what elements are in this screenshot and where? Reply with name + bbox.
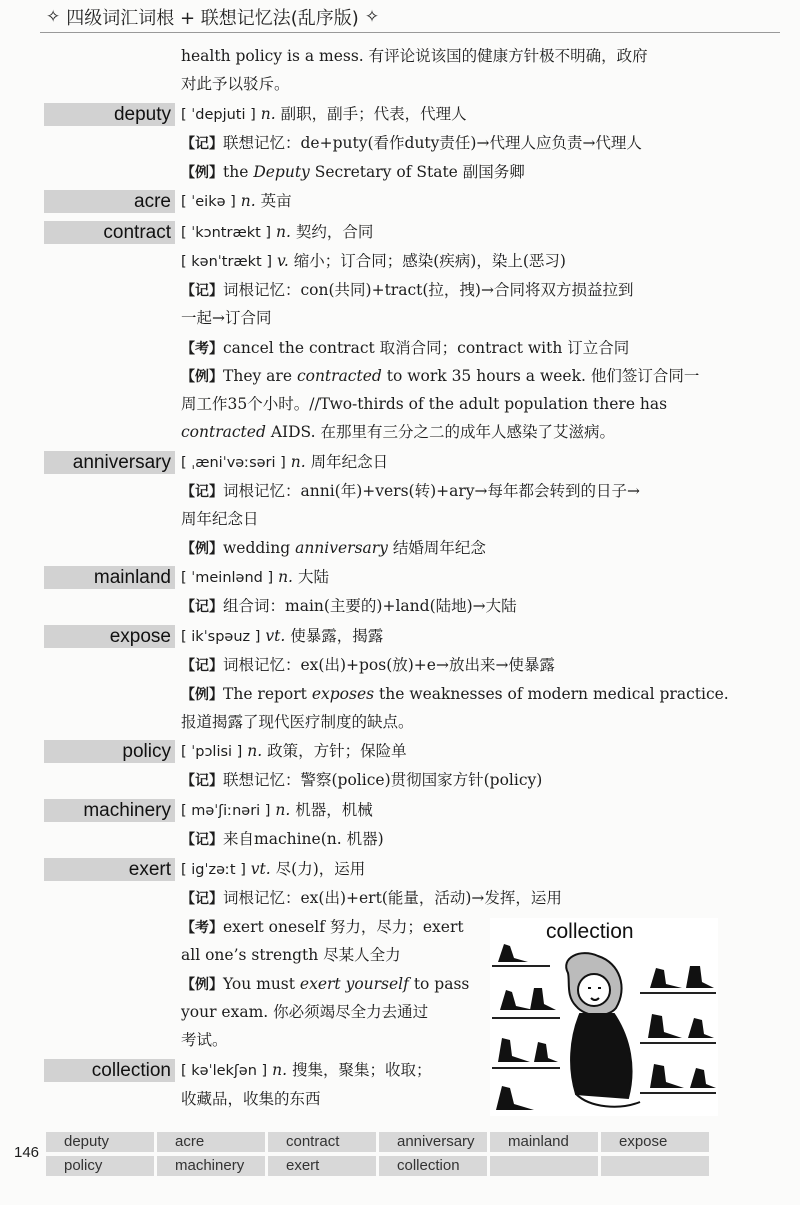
entry-exert-exam: 【考】exert oneself 努力，尽力；exert	[181, 918, 464, 936]
illustration-caption: collection	[546, 920, 634, 943]
entry-contract-definition: [ ˈkɔntrækt ] n. 契约，合同	[181, 223, 374, 241]
entry-expose-memory: 【记】词根记忆：ex(出)+pos(放)+e→放出来→使暴露	[181, 656, 555, 674]
entry-machinery-memory: 【记】来自machine(n. 机器)	[181, 830, 384, 848]
entry-anniversary-definition: [ ˌæniˈvəːsəri ] n. 周年纪念日	[181, 453, 389, 471]
entry-collection-definition: [ kəˈlekʃən ] n. 搜集，聚集；收取；	[181, 1061, 432, 1079]
entry-contract-example: contracted AIDS. 在那里有三分之二的成年人感染了艾滋病。	[181, 423, 615, 441]
entry-policy-memory: 【记】联想记忆：警察(police)贯彻国家方针(policy)	[181, 771, 543, 789]
entry-exert-definition: [ igˈzəːt ] vt. 尽(力)，运用	[181, 860, 366, 878]
entry-expose-example: 报道揭露了现代医疗制度的缺点。	[181, 713, 414, 731]
entry-machinery-definition: [ məˈʃiːnəri ] n. 机器，机械	[181, 801, 373, 819]
entry-deputy-definition: [ ˈdepjuti ] n. 副职，副手；代表，代理人	[181, 105, 467, 123]
headword-mainland: mainland	[44, 566, 175, 589]
entry-contract-memory: 【记】词根记忆：con(共同)+tract(拉，拽)→合同将双方损益拉到	[181, 281, 634, 299]
entry-exert-example: 【例】You must exert yourself to pass	[181, 975, 470, 993]
diamond-icon: ✧	[46, 7, 61, 27]
headword-policy: policy	[44, 740, 175, 763]
diamond-icon: ✧	[364, 7, 380, 27]
footer-word: anniversary	[379, 1132, 487, 1152]
entry-contract-exam: 【考】cancel the contract 取消合同；contract with 订立合同	[181, 339, 630, 357]
entry-acre-definition: [ ˈeikə ] n. 英亩	[181, 192, 292, 210]
footer-word: mainland	[490, 1132, 598, 1152]
headword-acre: acre	[44, 190, 175, 213]
entry-deputy-example: 【例】the Deputy Secretary of State 副国务卿	[181, 163, 525, 181]
collection-illustration	[490, 918, 718, 1116]
entry-exert-example: your exam. 你必须竭尽全力去通过	[181, 1003, 429, 1021]
entry-contract-example: 【例】They are contracted to work 35 hours a week. 他们签订合同一	[181, 367, 700, 385]
footer-word	[601, 1156, 709, 1176]
continued-text: 对此予以驳斥。	[181, 75, 290, 93]
entry-exert-example: 考试。	[181, 1031, 228, 1049]
shoe-collection-drawing	[490, 918, 718, 1116]
headword-anniversary: anniversary	[44, 451, 175, 474]
entry-deputy-memory: 【记】联想记忆：de+puty(看作duty责任)→代理人应负责→代理人	[181, 134, 642, 152]
entry-anniversary-memory: 【记】词根记忆：anni(年)+vers(转)+ary→每年都会转到的日子→	[181, 482, 641, 500]
footer-word	[490, 1156, 598, 1176]
entry-expose-definition: [ ikˈspəuz ] vt. 使暴露，揭露	[181, 627, 384, 645]
entry-mainland-memory: 【记】组合词：main(主要的)+land(陆地)→大陆	[181, 597, 517, 615]
footer-word: expose	[601, 1132, 709, 1152]
headword-deputy: deputy	[44, 103, 175, 126]
headword-collection: collection	[44, 1059, 175, 1082]
entry-contract-example: 周工作35个小时。//Two-thirds of the adult population there has	[181, 395, 668, 413]
entry-exert-memory: 【记】词根记忆：ex(出)+ert(能量，活动)→发挥，运用	[181, 889, 562, 907]
headword-machinery: machinery	[44, 799, 175, 822]
entry-exert-exam: all one’s strength 尽某人全力	[181, 946, 401, 964]
headword-exert: exert	[44, 858, 175, 881]
entry-mainland-definition: [ ˈmeinlənd ] n. 大陆	[181, 568, 329, 586]
footer-word: acre	[157, 1132, 265, 1152]
entry-policy-definition: [ ˈpɔlisi ] n. 政策，方针；保险单	[181, 742, 407, 760]
footer-word: collection	[379, 1156, 487, 1176]
header-title: 四级词汇词根 + 联想记忆法(乱序版)	[66, 8, 359, 29]
page-number: 146	[14, 1144, 40, 1161]
footer-word: deputy	[46, 1132, 154, 1152]
continued-text: health policy is a mess. 有评论说该国的健康方针极不明确，政府	[181, 47, 648, 65]
footer-word: contract	[268, 1132, 376, 1152]
entry-contract-definition: [ kənˈtrækt ] v. 缩小；订合同；感染(疾病)，染上(恶习)	[181, 252, 566, 270]
entry-anniversary-memory: 周年纪念日	[181, 510, 259, 528]
header-divider	[40, 32, 780, 33]
headword-contract: contract	[44, 221, 175, 244]
entry-contract-memory: 一起→订合同	[181, 309, 272, 327]
entry-collection-definition: 收藏品，收集的东西	[181, 1090, 321, 1108]
footer-word: policy	[46, 1156, 154, 1176]
footer-word: machinery	[157, 1156, 265, 1176]
headword-expose: expose	[44, 625, 175, 648]
page-header	[40, 4, 780, 30]
footer-word: exert	[268, 1156, 376, 1176]
entry-anniversary-example: 【例】wedding anniversary 结婚周年纪念	[181, 539, 486, 557]
entry-expose-example: 【例】The report exposes the weaknesses of modern medical practice.	[181, 685, 729, 703]
